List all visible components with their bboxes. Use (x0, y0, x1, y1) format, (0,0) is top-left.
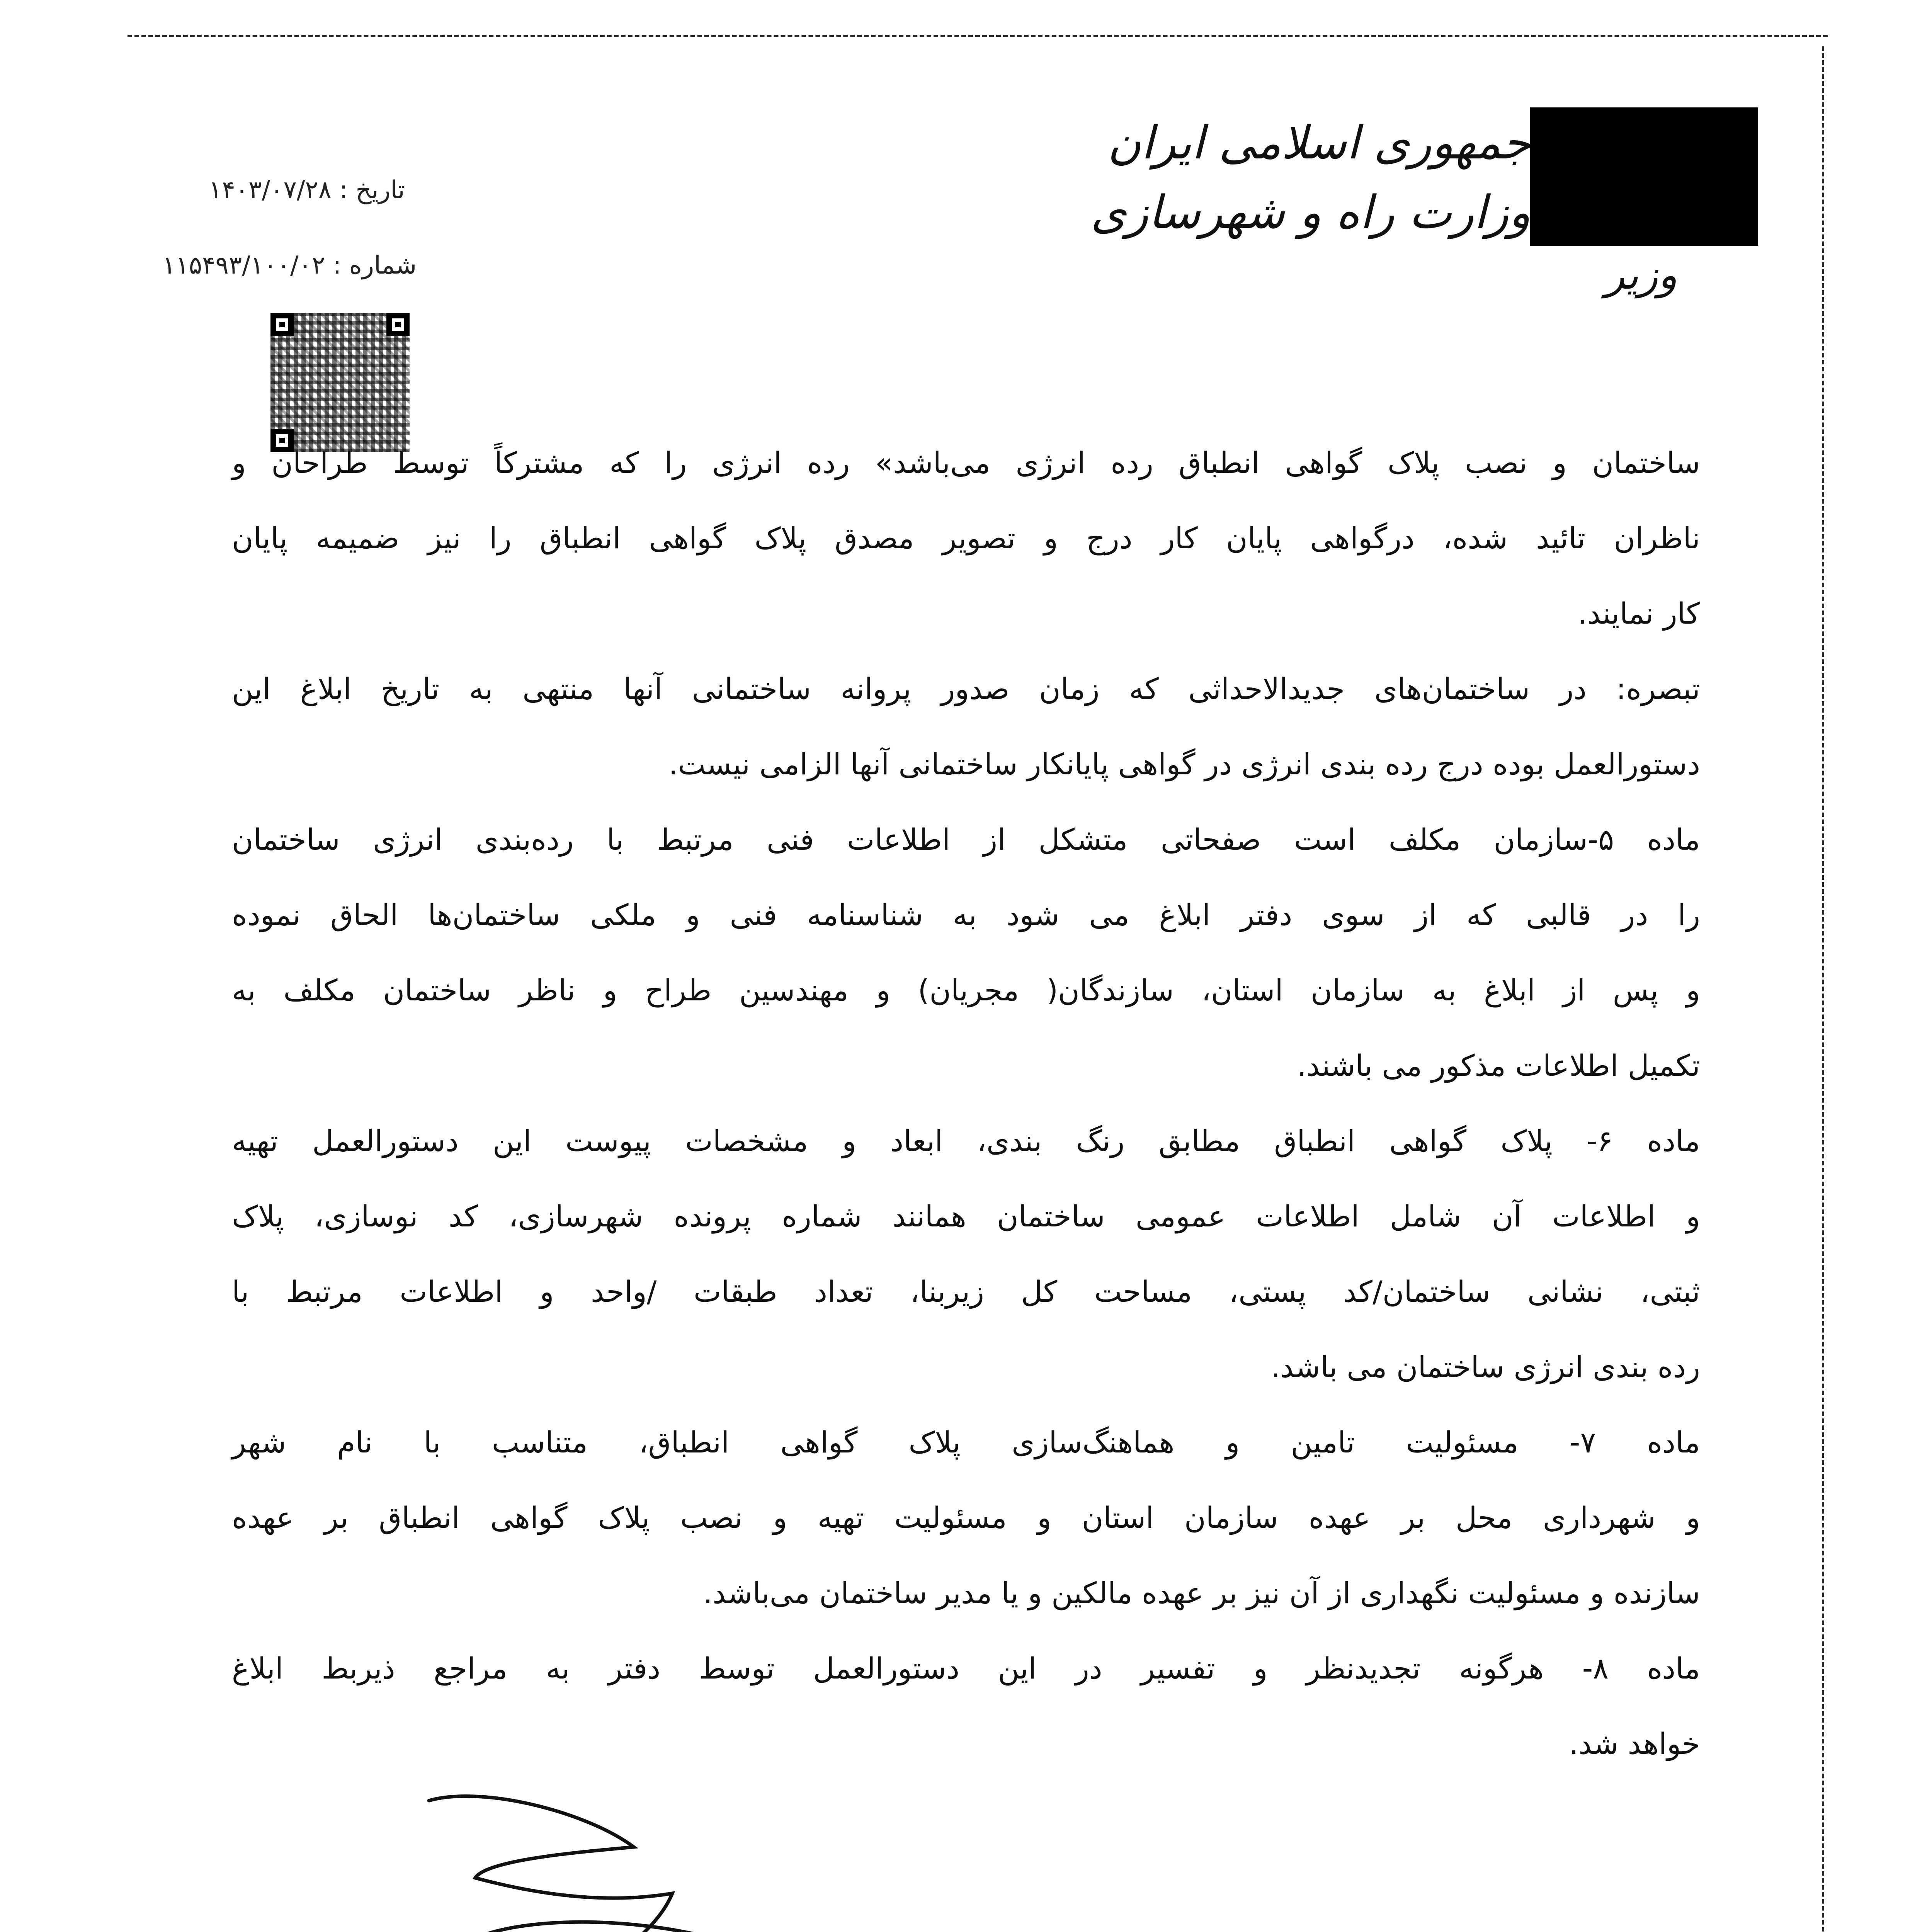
signature-scribble (386, 1777, 773, 1932)
body-line: سازنده و مسئولیت نگهداری از آن نیز بر عهده مالکین و یا مدیر ساختمان می‌باشد. (703, 1576, 1700, 1610)
body-line: ناظران تائید شده، درگواهی پایان کار درج و تصویر مصدق پلاک گواهی انطباق را نیز ضمیمه پایان (232, 521, 1700, 555)
qr-finder-mark (386, 313, 410, 336)
body-line: ثبتی، نشانی ساختمان/کد پستی، مساحت کل زیربنا، تعداد طبقات /واحد و اطلاعات مرتبط با (232, 1274, 1700, 1309)
redacted-emblem (1530, 107, 1758, 246)
top-border-line (128, 35, 1828, 37)
qr-finder-mark (270, 313, 294, 336)
header-minister: وزیر (1605, 251, 1677, 298)
header-ministry: وزارت راه و شهرسازی (1090, 185, 1531, 239)
body-line: و پس از ابلاغ به سازمان استان، سازندگان( مجریان) و مهندسین طراح و ناظر ساختمان مکلف به (232, 973, 1700, 1007)
body-line: و اطلاعات آن شامل اطلاعات عمومی ساختمان همانند شماره پرونده شهرسازی، کد نوسازی، پلاک (232, 1199, 1700, 1233)
body-line: را در قالبی که از سوی دفتر ابلاغ می شود به شناسنامه فنی و ملکی ساختمان‌ها الحاق نموده (232, 898, 1700, 932)
letter-number: شماره : ۱۱۵۴۹۳/۱۰۰/۰۲ (162, 251, 417, 280)
body-line: دستورالعمل بوده درج رده بندی انرژی در گواهی پایانکار ساختمانی آنها الزامی نیست. (668, 747, 1700, 781)
body-line: کار نمایند. (1578, 596, 1700, 631)
body-line: تبصره: در ساختمان‌های جدیدالاحداثی که زمان صدور پروانه ساختمانی آنها منتهی به تاریخ ابلاغ این (232, 672, 1700, 706)
body-line: و شهرداری محل بر عهده سازمان استان و مسئولیت تهیه و نصب پلاک گواهی انطباق بر عهده (232, 1500, 1700, 1535)
letter-date: تاریخ : ۱۴۰۳/۰۷/۲۸ (209, 176, 405, 204)
body-line: ماده ۵-سازمان مکلف است صفحاتی متشکل از اطلاعات فنی مرتبط با رده‌بندی انرژی ساختمان (232, 822, 1701, 857)
body-line: تکمیل اطلاعات مذکور می باشند. (1297, 1048, 1700, 1083)
body-line: ساختمان و نصب پلاک گواهی انطباق رده انرژی می‌باشد» رده انرژی را که مشترکاً توسط طراحان و (232, 446, 1700, 480)
body-line: رده بندی انرژی ساختمان می باشد. (1271, 1350, 1700, 1384)
body-line: خواهد شد. (1569, 1726, 1700, 1761)
body-line: ماده ۶- پلاک گواهی انطباق مطابق رنگ بندی، ابعاد و مشخصات پیوست این دستورالعمل تهیه (232, 1124, 1701, 1158)
right-border-line (1822, 46, 1824, 1932)
header-country: جمهوری اسلامی ایران (1107, 116, 1531, 169)
body-line: ماده ۷- مسئولیت تامین و هماهنگ‌سازی پلاک گواهی انطباق، متناسب با نام شهر (232, 1425, 1701, 1459)
body-line: ماده ۸- هرگونه تجدیدنظر و تفسیر در این دستورالعمل توسط دفتر به مراجع ذیربط ابلاغ (232, 1651, 1700, 1685)
top-qr-code (270, 313, 410, 452)
letter-body (232, 448, 1700, 1820)
